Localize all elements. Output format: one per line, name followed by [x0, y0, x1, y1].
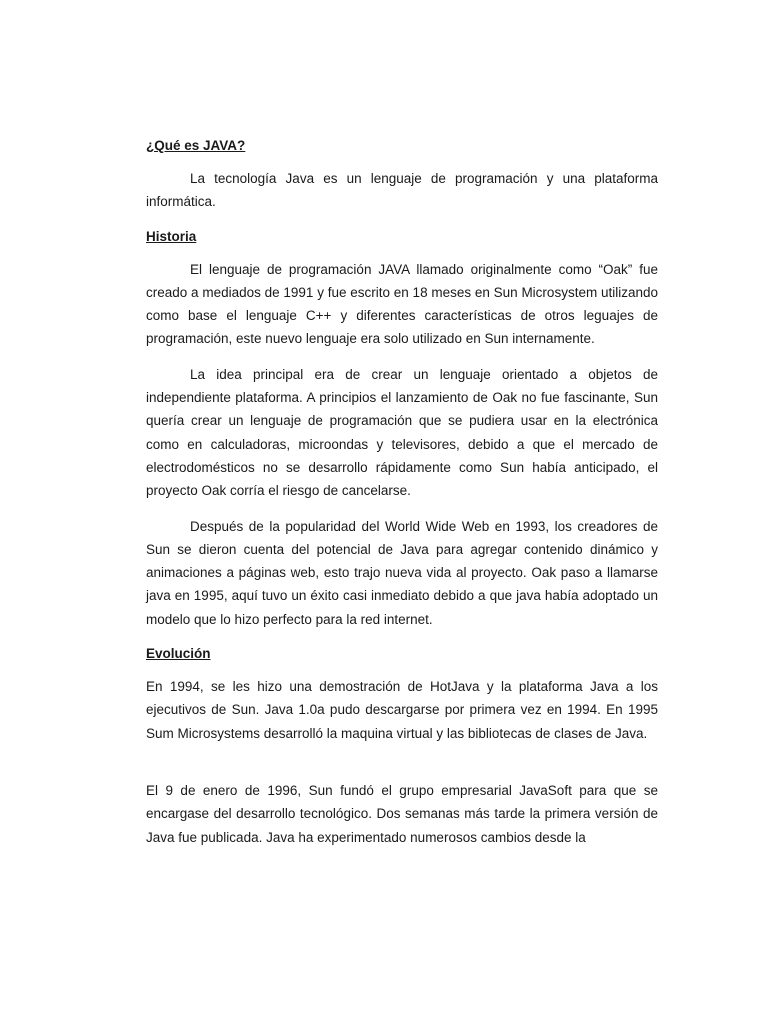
paragraph-historia-oak: El lenguaje de programación JAVA llamado originalmente como “Oak” fue creado a mediados de 1991 y fue escrito en 18 meses en Sun Microsystem utilizando como base el lenguaje C++ y diferentes características de otros leguajes de programación, este nuevo lenguaje era solo utilizado en Sun internamente. — [146, 261, 658, 347]
paragraph-evolucion-1996: El 9 de enero de 1996, Sun fundó el grupo empresarial JavaSoft para que se encargase del desarrollo tecnológico. Dos semanas más tarde la primera versión de Java fue publicada. Java ha experimentado numerosos cambios desde la — [146, 782, 658, 845]
heading-evolucion: Evolución — [146, 646, 211, 662]
heading-historia: Historia — [146, 228, 197, 244]
paragraph-historia-www: Después de la popularidad del World Wide Web en 1993, los creadores de Sun se dieron cuenta del potencial de Java para agregar contenido dinámico y animaciones a páginas web, esto trajo nueva vida al proyecto. Oak paso a llamarse java en 1995, aquí tuvo un éxito casi inmediato debido a que java había adoptado un modelo que lo hizo perfecto para la red internet. — [146, 518, 658, 627]
paragraph-evolucion-1994: En 1994, se les hizo una demostración de HotJava y la plataforma Java a los ejecutivos de Sun. Java 1.0a pudo descargarse por primera vez en 1994. En 1995 Sum Microsystems desarrolló la maquina virtual y las bibliotecas de clases de Java. — [146, 679, 658, 741]
heading-que-es-java: ¿Qué es JAVA? — [146, 138, 246, 153]
paragraph-historia-idea: La idea principal era de crear un lenguaje orientado a objetos de independiente plataforma. A principios el lanzamiento de Oak no fue fascinante, Sun quería crear un lenguaje de programación que se pudiera usar en la electrónica como en calculadoras, microondas y televisores, debido a que el mercado de electrodomésticos no se desarrollo rápidamente como Sun había anticipado, el proyecto Oak corría el riesgo de cancelarse. — [146, 366, 658, 499]
paragraph-definicion: La tecnología Java es un lenguaje de programación y una plataforma informática. — [146, 171, 658, 210]
